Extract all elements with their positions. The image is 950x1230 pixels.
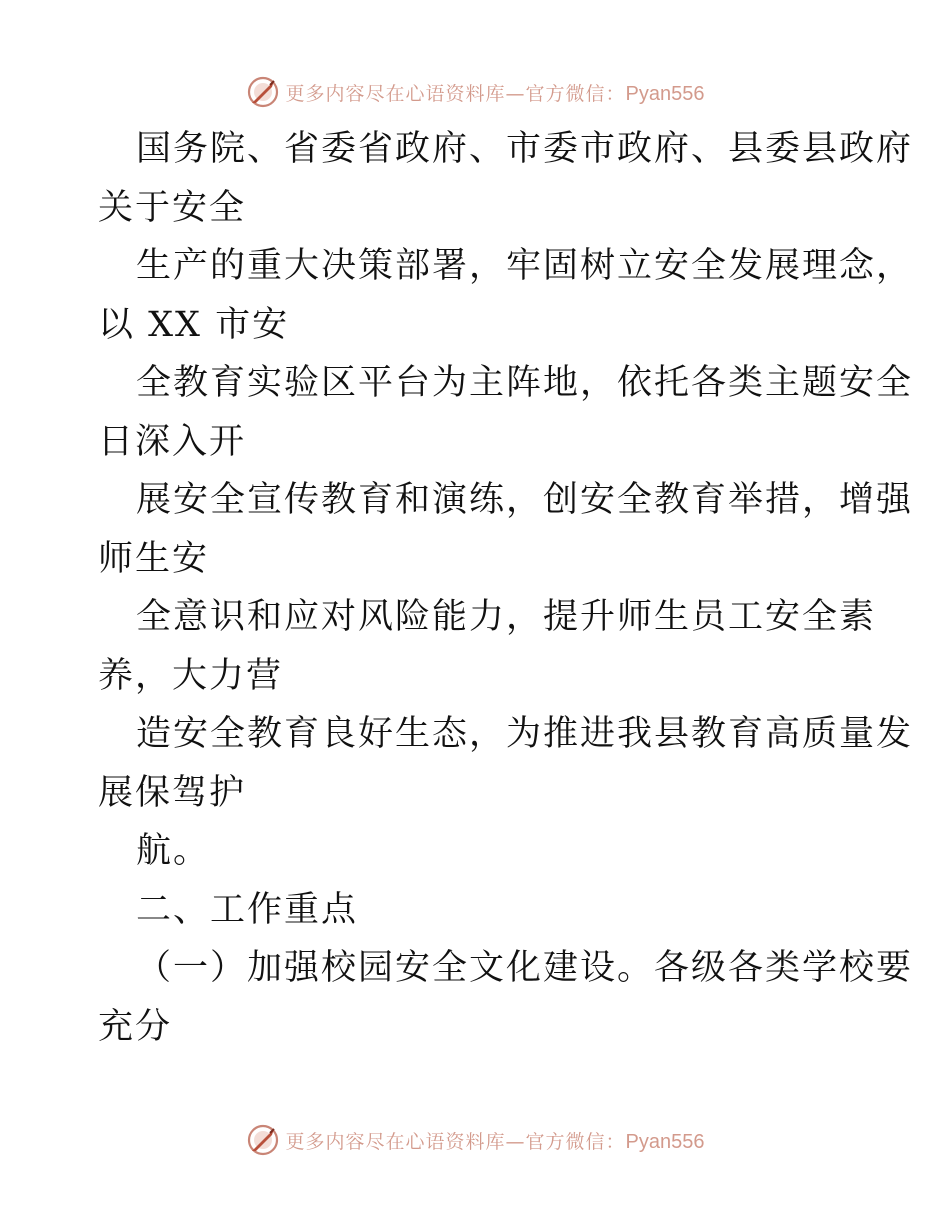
text-line: 师生安 [98, 538, 210, 579]
watermark-text: 更多内容尽在心语资料库—官方微信：Pyan556 [285, 1130, 705, 1153]
text-line: 全意识和应对风险能力，提升师生员工安全素 [136, 597, 877, 637]
document-body [98, 120, 914, 1056]
text-line: 以 XX 市安 [98, 304, 290, 345]
pen-logo-icon [246, 75, 280, 109]
text-line: （一）加强校园安全文化建设。各级各类学校要 [136, 948, 914, 988]
text-line: 展安全宣传教育和演练，创安全教育举措，增强 [136, 480, 914, 520]
text-line: 全教育实验区平台为主阵地，依托各类主题安全 [136, 363, 914, 403]
text-line: 生产的重大决策部署，牢固树立安全发展理念， [136, 246, 914, 286]
text-line: 展保驾护 [98, 772, 247, 813]
text-line: 养，大力营 [98, 655, 284, 696]
text-line: 充分 [98, 1006, 173, 1047]
text-line: 航。 [136, 831, 211, 871]
text-line: 国务院、省委省政府、市委市政府、县委县政府 [136, 129, 914, 169]
watermark-header [0, 72, 950, 112]
text-line: 造安全教育良好生态，为推进我县教育高质量发 [136, 714, 914, 754]
watermark-footer [0, 1120, 950, 1160]
pen-logo-icon [246, 1123, 280, 1157]
text-line: 二、工作重点 [136, 889, 359, 930]
watermark-text: 更多内容尽在心语资料库—官方微信：Pyan556 [285, 82, 705, 105]
text-line: 日深入开 [98, 421, 247, 462]
text-line: 关于安全 [98, 187, 247, 228]
